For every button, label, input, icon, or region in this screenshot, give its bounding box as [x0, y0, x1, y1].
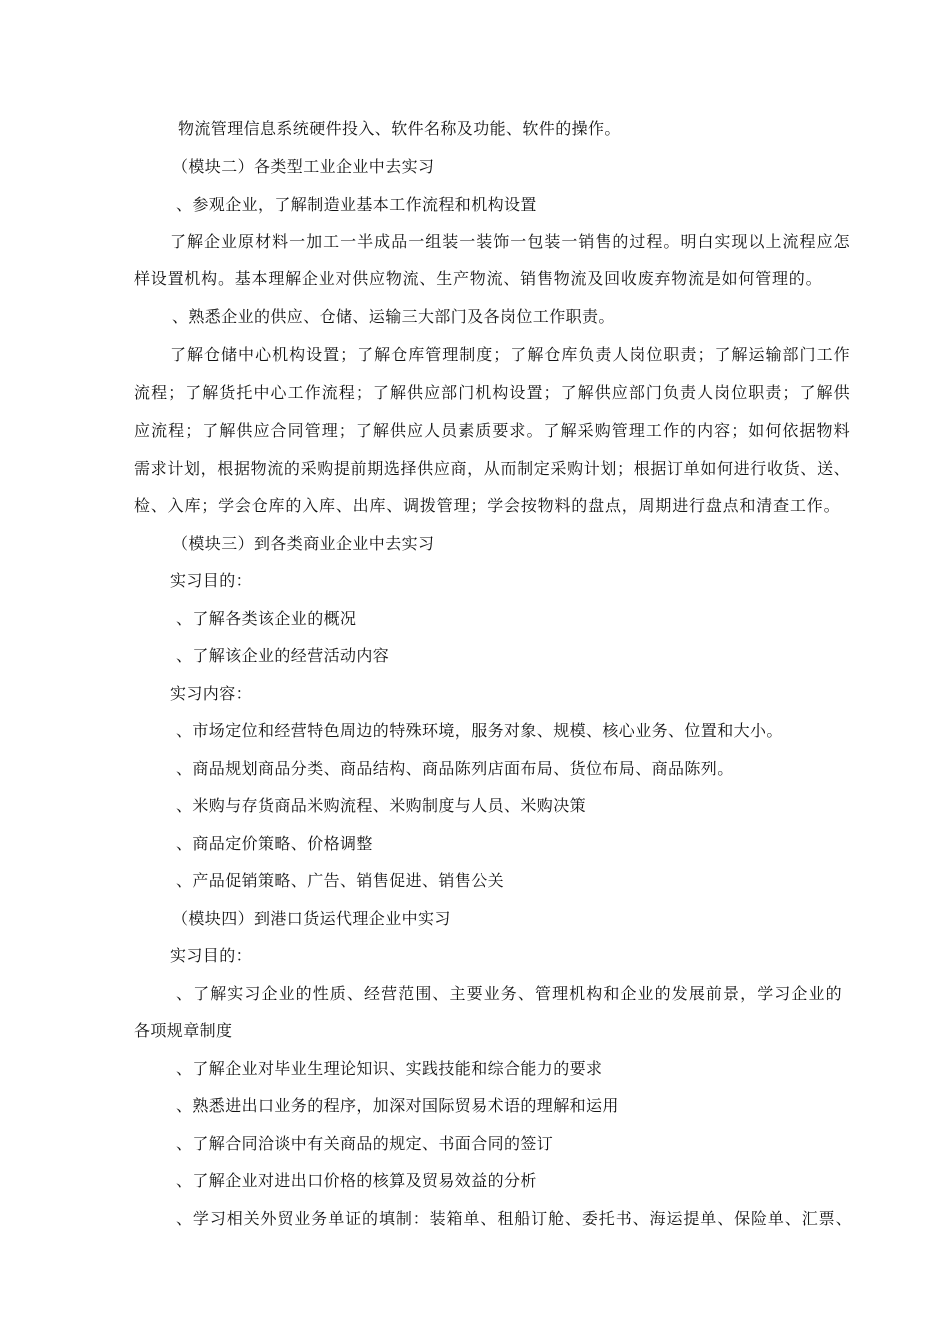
- text-line: 样设置机构。基本理解企业对供应物流、生产物流、销售物流及回收废弃物流是如何管理的。: [134, 269, 822, 288]
- text-line: 、市场定位和经营特色周边的特殊环境，服务对象、规模、核心业务、位置和大小。: [176, 721, 783, 740]
- text-line: 、商品定价策略、价格调整: [176, 834, 373, 853]
- text-line: 、学习相关外贸业务单证的填制：装箱单、租船订舱、委托书、海运提单、保险单、汇票、: [176, 1209, 852, 1228]
- text-line: 应流程；了解供应合同管理；了解供应人员素质要求。了解采购管理工作的内容；如何依据物料: [134, 421, 850, 440]
- section-heading: （模块三）到各类商业企业中去实习: [172, 534, 435, 553]
- text-line: 、熟悉企业的供应、仓储、运输三大部门及各岗位工作职责。: [172, 307, 615, 326]
- text-line: 、了解实习企业的性质、经营范围、主要业务、管理机构和企业的发展前景，学习企业的: [176, 984, 842, 1003]
- text-line: 、了解企业对毕业生理论知识、实践技能和综合能力的要求: [176, 1059, 603, 1078]
- text-line: 、了解该企业的经营活动内容: [176, 646, 390, 665]
- section-heading: （模块二）各类型工业企业中去实习: [172, 157, 435, 176]
- text-line: 、米购与存货商品米购流程、米购制度与人员、米购决策: [176, 796, 587, 815]
- text-line: 各项规章制度: [134, 1021, 233, 1040]
- text-line: 、熟悉进出口业务的程序，加深对国际贸易术语的理解和运用: [176, 1096, 619, 1115]
- text-line: 物流管理信息系统硬件投入、软件名称及功能、软件的操作。: [178, 119, 621, 138]
- text-line: 、参观企业，了解制造业基本工作流程和机构设置: [176, 195, 537, 214]
- text-line: 、了解合同洽谈中有关商品的规定、书面合同的签订: [176, 1134, 554, 1153]
- text-line: 了解仓储中心机构设置；了解仓库管理制度；了解仓库负责人岗位职责；了解运输部门工作: [170, 345, 850, 364]
- text-line: 实习目的：: [170, 571, 253, 590]
- text-line: 流程；了解货托中心工作流程；了解供应部门机构设置；了解供应部门负责人岗位职责；了解供: [134, 383, 850, 402]
- text-line: 、商品规划商品分类、商品结构、商品陈列店面布局、货位布局、商品陈列。: [176, 759, 734, 778]
- section-heading: （模块四）到港口货运代理企业中实习: [172, 909, 451, 928]
- text-line: 、产品促销策略、广告、销售促进、销售公关: [176, 871, 505, 890]
- text-line: 、了解企业对进出口价格的核算及贸易效益的分析: [176, 1171, 537, 1190]
- text-line: 检、入库；学会仓库的入库、出库、调拨管理；学会按物料的盘点，周期进行盘点和清查工作。: [134, 496, 840, 515]
- text-line: 了解企业原材料一加工一半成品一组装一装饰一包装一销售的过程。明白实现以上流程应怎: [170, 232, 850, 251]
- text-line: 、了解各类该企业的概况: [176, 609, 357, 628]
- text-line: 需求计划，根据物流的采购提前期选择供应商，从而制定采购计划；根据订单如何进行收货、送、: [134, 459, 850, 478]
- text-line: 实习目的：: [170, 946, 253, 965]
- text-line: 实习内容：: [170, 684, 253, 703]
